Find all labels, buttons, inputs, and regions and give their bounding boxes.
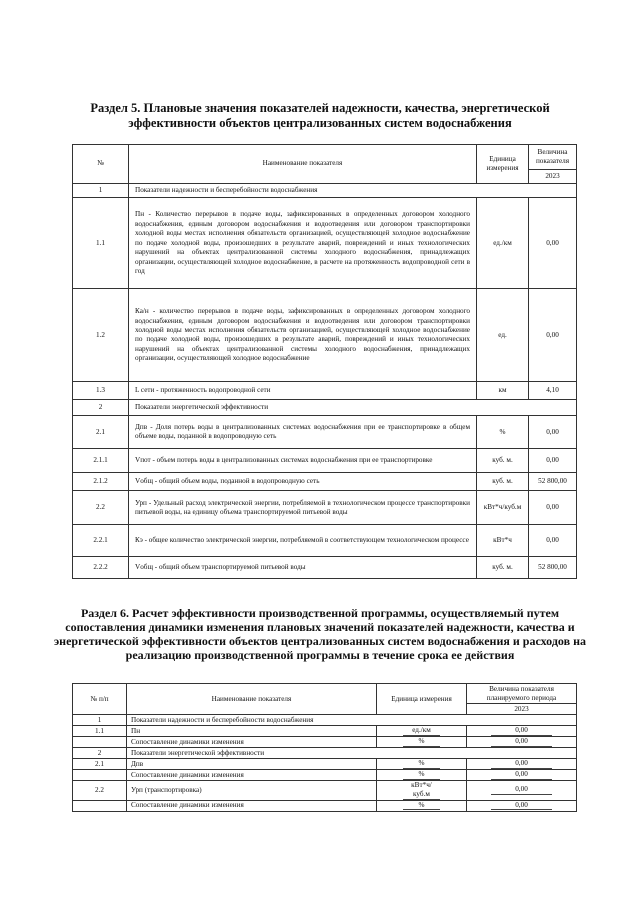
row-num: [73, 770, 127, 781]
section6-title: Раздел 6. Расчет эффективности производственной программы, осуществляемый путем сопоставления динамики изменения плановых значений показателей надежности, качества и энергетической эффективности объектов централизованных систем водоснабжения и расходов на реализацию производственной программы в течение срока ее действия: [53, 606, 586, 662]
row-unit: %: [403, 801, 439, 811]
row-unit: %: [403, 737, 439, 747]
row-num: 2.2: [73, 781, 127, 801]
row-name: Сопоставление динамики изменения: [127, 770, 377, 781]
row-unit: %: [403, 770, 439, 780]
table-row: [73, 715, 577, 726]
row-num: 1.1: [73, 726, 127, 737]
row-num: [73, 737, 127, 748]
table-row: [73, 491, 577, 525]
row-name: L сети - протяженность водопроводной сети: [129, 382, 477, 400]
row-name: Дпв - Доля потерь воды в централизованных системах водоснабжения при ее транспортировке в общем объеме воды, поданной в водопроводную сеть: [129, 416, 477, 449]
row-name: Vобщ - общий объем транспортируемой питьевой воды: [129, 557, 477, 579]
table-row: [73, 748, 577, 759]
row-name: Пн: [127, 726, 377, 737]
row-num: 1.3: [73, 382, 129, 400]
row-num: 1.1: [73, 198, 129, 289]
row-value: 0,00: [529, 491, 577, 525]
table-row: [73, 525, 577, 557]
row-value: 0,00: [529, 449, 577, 473]
row-unit: куб. м.: [477, 557, 529, 579]
row-value: 0,00: [491, 785, 552, 795]
row-num: 2.1: [73, 759, 127, 770]
row-name: Сопоставление динамики изменения: [127, 737, 377, 748]
table-row: [73, 449, 577, 473]
section5-table: [72, 144, 577, 579]
row-value: 0,00: [529, 289, 577, 382]
table-row: [73, 184, 577, 198]
row-value: 0,00: [529, 525, 577, 557]
table-row: [73, 781, 577, 801]
row-unit: %: [403, 759, 439, 769]
row-value: 52 800,00: [529, 473, 577, 491]
row-value: 52 800,00: [529, 557, 577, 579]
row-num: 2.2.2: [73, 557, 129, 579]
row-name: Показатели энергетической эффективности: [127, 748, 577, 759]
row-unit: км: [477, 382, 529, 400]
row-unit: кВт*ч: [477, 525, 529, 557]
table-row: [73, 557, 577, 579]
row-name: Урп (транспортировка): [127, 781, 377, 801]
row-name: Показатели надежности и бесперебойности водоснабжения: [129, 184, 577, 198]
table-row: [73, 726, 577, 737]
header-unit: Единица измерения: [377, 684, 467, 715]
row-num: 2: [73, 400, 129, 416]
row-value: 4,10: [529, 382, 577, 400]
row-num: 2.1: [73, 416, 129, 449]
row-num: 1.2: [73, 289, 129, 382]
header-value: Величина показателя планируемого периода: [467, 684, 577, 704]
row-name: Vпот - объем потерь воды в централизованных системах водоснабжения при ее транспортировке: [129, 449, 477, 473]
table-row: [73, 198, 577, 289]
row-num: 1: [73, 715, 127, 726]
section5-title: Раздел 5. Плановые значения показателей надежности, качества, энергетической эффективности объектов централизованных систем водоснабжения: [90, 101, 550, 130]
header-name: Наименование показателя: [129, 145, 477, 184]
header-value: Величина показателя: [529, 145, 577, 170]
row-num: [73, 800, 127, 811]
header-num: № п/п: [73, 684, 127, 715]
row-unit: ед./км: [477, 198, 529, 289]
header-num: №: [73, 145, 129, 184]
row-value: 0,00: [491, 737, 552, 747]
table-row: [73, 382, 577, 400]
row-name: Показатели энергетической эффективности: [129, 400, 577, 416]
row-value: 0,00: [491, 801, 552, 811]
row-unit: куб. м.: [477, 449, 529, 473]
header-year: 2023: [467, 704, 577, 715]
header-year: 2023: [529, 170, 577, 184]
row-value: 0,00: [491, 770, 552, 780]
row-value: 0,00: [529, 198, 577, 289]
table-row: [73, 400, 577, 416]
row-num: 2.1.1: [73, 449, 129, 473]
row-num: 2.2: [73, 491, 129, 525]
row-num: 1: [73, 184, 129, 198]
row-unit: ед.: [477, 289, 529, 382]
row-name: Пн - Количество перерывов в подаче воды, зафиксированных в определенных договором холодного водоснабжения, единым договором водоснабжения и водоотведения или договором транспортировки холодной воды местах исполнения обязательств организацией, осуществляющей холодное водоснабжение по подаче холодной воды, произошедших в результате аварий, повреждений и иных технологических нарушений на объектах централизованной системы холодного водоснабжения, принадлежащих организации, осуществляющей холодное водоснабжение, в расчете на протяженность водопроводной сети в год: [129, 198, 477, 289]
table-row: [73, 800, 577, 811]
section6-table: [72, 683, 577, 812]
row-name: Сопоставление динамики изменения: [127, 800, 377, 811]
row-name: Кэ - общее количество электрической энергии, потребляемой в соответствующем технологическом процессе: [129, 525, 477, 557]
row-name: Дпв: [127, 759, 377, 770]
table-row: [73, 770, 577, 781]
row-unit: ед./км: [403, 726, 439, 736]
row-unit: кВт*ч/куб.м: [403, 781, 439, 800]
row-value: 0,00: [529, 416, 577, 449]
header-name: Наименование показателя: [127, 684, 377, 715]
row-unit: кВт*ч/куб.м: [477, 491, 529, 525]
row-unit: %: [477, 416, 529, 449]
row-num: 2: [73, 748, 127, 759]
table-row: [73, 416, 577, 449]
row-num: 2.1.2: [73, 473, 129, 491]
table-row: [73, 759, 577, 770]
row-name: Ка/н - количество перерывов в подаче воды, зафиксированных в определенных договором холодного водоснабжения, единым договором водоснабжения и водоотведения или договором транспортировки холодной воды местах исполнения обязательств организацией, осуществляющей холодное водоснабжение по подаче холодной воды, произошедших в результате аварий, повреждений и иных технологических нарушений на объектах централизованной системы холодного водоснабжения, принадлежащих организации, осуществляющей холодное водоснабжение: [129, 289, 477, 382]
row-name: Урп - Удельный расход электрической энергии, потребляемой в технологическом процессе транспортировки питьевой воды, на единицу объема транспортируемой питьевой воды: [129, 491, 477, 525]
table-row: [73, 289, 577, 382]
row-num: 2.2.1: [73, 525, 129, 557]
row-unit: куб. м.: [477, 473, 529, 491]
row-name: Показатели надежности и бесперебойности водоснабжения: [127, 715, 577, 726]
row-value: 0,00: [491, 726, 552, 736]
table-row: [73, 737, 577, 748]
row-name: Vобщ - общий объем воды, поданной в водопроводную сеть: [129, 473, 477, 491]
header-unit: Единица измерения: [477, 145, 529, 184]
table-row: [73, 473, 577, 491]
row-value: 0,00: [491, 759, 552, 769]
